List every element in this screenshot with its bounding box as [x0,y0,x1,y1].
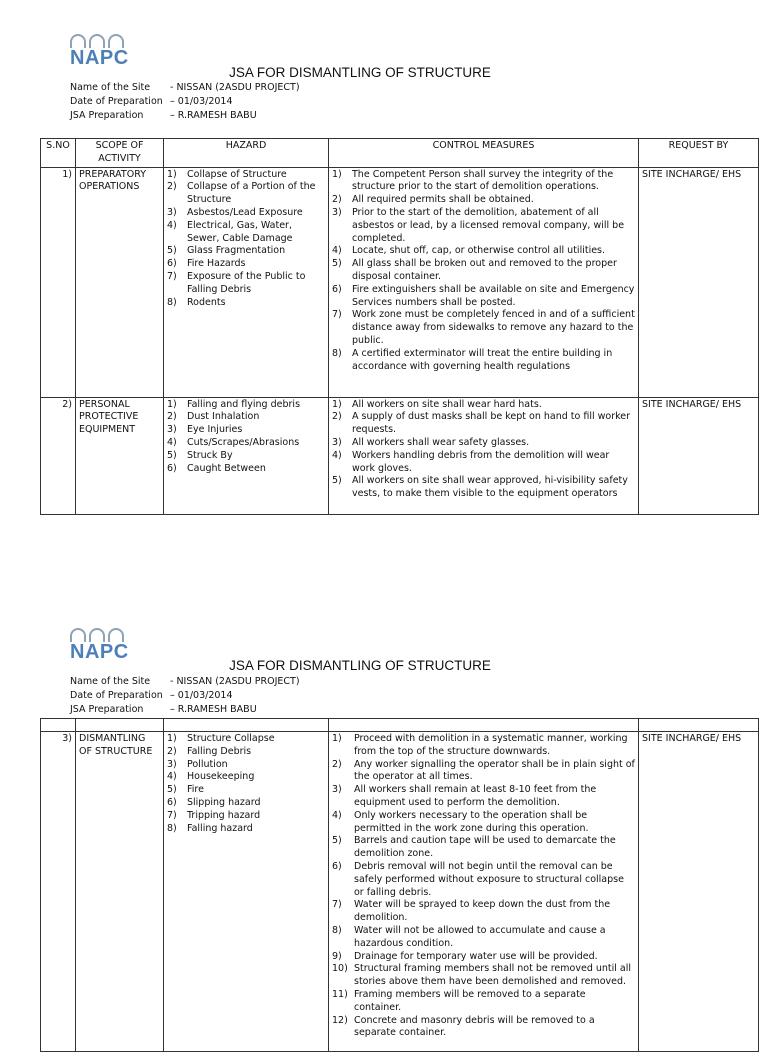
list-item-text: All workers shall wear safety glasses. [352,436,530,448]
list-item-text: Pollution [187,758,228,770]
list-item [167,411,325,424]
list-item-number: 3) [167,424,177,436]
table-row [41,167,759,397]
list-item [167,746,325,759]
row-sno: 3) [41,732,76,1052]
list-item-number: 7) [332,899,342,911]
list-item-text: Collapse of Structure [187,168,287,180]
blank-cell [76,719,164,732]
header-request-by: REQUEST BY [639,139,759,168]
header-scope: SCOPE OF ACTIVITY [76,139,164,168]
row-scope: PERSONAL PROTECTIVE EQUIPMENT [76,397,164,514]
list-item-number: 3) [332,784,342,796]
list-item-text: Debris removal will not begin until the removal can be safely performed without exposure to structural collapse or falling debris. [354,860,624,898]
list-item [167,437,325,450]
list-item-number: 8) [167,296,177,308]
control-list [332,733,635,1040]
list-item-text: Exposure of the Public to Falling Debris [187,270,306,295]
list-item [332,1015,635,1041]
list-item [332,810,635,836]
list-item-text: A supply of dust masks shall be kept on hand to fill worker requests. [352,411,631,436]
list-item-text: Housekeeping [187,771,255,783]
list-item-text: Falling Debris [187,745,252,757]
list-item-text: Fire extinguishers shall be available on site and Emergency Services numbers shall be posted. [352,283,635,308]
list-item [167,297,325,310]
list-item-number: 3) [167,758,177,770]
list-item [167,207,325,220]
list-item-number: 1) [167,398,177,410]
list-item-text: Cuts/Scrapes/Abrasions [187,436,300,448]
row-controls [329,732,639,1052]
list-item-text: Water will not be allowed to accumulate and cause a hazardous condition. [354,924,606,949]
list-item-text: Slipping hazard [187,796,261,808]
list-item-text: Prior to the start of the demolition, abatement of all asbestos or lead, by a licensed removal company, will be completed. [352,206,625,244]
list-item [332,835,635,861]
list-item-text: Struck By [187,449,233,461]
meta-label: Name of the Site [70,82,151,93]
row-request-by: SITE INCHARGE/ EHS [639,167,759,397]
document-meta [70,675,300,717]
document-title: JSA FOR DISMANTLING OF STRUCTURE [229,658,491,673]
list-item [332,925,635,951]
row-hazards [164,732,329,1052]
list-item-text: A certified exterminator will treat the entire building in accordance with governing health regulations [352,347,613,372]
list-item-number: 5) [332,835,342,847]
row-scope: PREPARATORY OPERATIONS [76,167,164,397]
list-item [167,797,325,810]
list-item-number: 1) [332,398,342,410]
list-item-text: Work zone must be completely fenced in and of a sufficient distance away from sidewalks to remove any hazard to the public. [352,309,635,346]
list-item-number: 6) [167,796,177,808]
list-item-number: 6) [332,283,342,295]
list-item-text: Collapse of a Portion of the Structure [187,181,316,206]
list-item-number: 8) [167,822,177,834]
list-item-number: 12) [332,1014,348,1026]
list-item [167,823,325,836]
list-item [332,759,635,785]
list-item [332,258,635,284]
table-header-row [41,139,759,168]
list-item-number: 9) [332,950,342,962]
list-item-number: 6) [332,860,342,872]
list-item [332,733,635,759]
list-item [167,424,325,437]
list-item-text: Concrete and masonry debris will be removed to a separate container. [354,1014,595,1039]
list-item-number: 5) [167,449,177,461]
list-item-number: 10) [332,963,348,975]
table-row [41,397,759,514]
row-sno: 1) [41,167,76,397]
list-item [332,245,635,258]
table-row [41,732,759,1052]
list-item-number: 2) [167,181,177,193]
meta-value: - NISSAN (2ASDU PROJECT) [170,676,300,687]
list-item [332,194,635,207]
list-item-number: 5) [167,245,177,257]
list-item-text: Workers handling debris from the demolition will wear work gloves. [352,449,610,474]
list-item-text: All glass shall be broken out and removed to the proper disposal container. [352,258,617,282]
meta-label: Date of Preparation [70,690,163,701]
list-item-number: 1) [332,733,342,744]
list-item [167,169,325,182]
list-item [332,309,635,347]
list-item-number: 7) [332,309,342,321]
meta-value: - NISSAN (2ASDU PROJECT) [170,82,300,93]
list-item-number: 6) [167,258,177,270]
list-item-number: 3) [167,206,177,218]
list-item-number: 8) [332,347,342,359]
list-item [332,963,635,989]
list-item-text: Falling hazard [187,822,253,834]
list-item [167,258,325,271]
list-item [332,951,635,964]
blank-cell [164,719,329,732]
list-item-number: 5) [332,258,342,270]
list-item-text: Glass Fragmentation [187,245,286,257]
meta-value: – R.RAMESH BABU [170,704,257,715]
row-hazards [164,167,329,397]
list-item-text: The Competent Person shall survey the integrity of the structure prior to the start of demolition operations. [352,168,614,193]
header-hazard: HAZARD [164,139,329,168]
list-item-number: 2) [332,194,342,206]
list-item [332,861,635,899]
list-item [167,271,325,297]
blank-cell [41,719,76,732]
list-item-text: All required permits shall be obtained. [352,194,534,206]
list-item-text: Proceed with demolition in a systematic manner, working from the top of the structure downwards. [354,733,628,757]
header-control-measures: CONTROL MEASURES [329,139,639,168]
meta-value: – 01/03/2014 [170,96,233,107]
list-item-text: Locate, shut off, cap, or otherwise control all utilities. [352,245,606,257]
logo-wordmark: NAPC [70,641,129,663]
list-item [167,771,325,784]
list-item-number: 1) [332,168,342,180]
logo-wordmark: NAPC [70,47,129,69]
list-item-number: 1) [167,168,177,180]
list-item-number: 11) [332,988,348,1000]
meta-label: JSA Preparation [70,704,144,715]
list-item-number: 2) [167,745,177,757]
list-item-text: Falling and flying debris [187,398,301,410]
list-item [167,220,325,246]
list-item-text: Dust Inhalation [187,411,260,423]
list-item-text: All workers on site shall wear hard hats. [352,398,542,410]
list-item [167,463,325,476]
list-item-text: Tripping hazard [187,809,261,821]
list-item-number: 8) [332,924,342,936]
list-item-text: Rodents [187,296,226,308]
list-item-text: Water will be sprayed to keep down the dust from the demolition. [354,899,611,924]
row-scope: DISMANTLING OF STRUCTURE [76,732,164,1052]
list-item-text: Caught Between [187,462,266,474]
list-item [167,245,325,258]
list-item-text: Structure Collapse [187,733,275,744]
list-item [332,399,635,412]
list-item-text: All workers on site shall wear approved, hi-visibility safety vests, to make them visible to the equipment operators [352,475,628,500]
list-item-number: 4) [332,449,342,461]
list-item-number: 3) [332,436,342,448]
list-item-number: 3) [332,206,342,218]
meta-label: Date of Preparation [70,96,163,107]
row-sno: 2) [41,397,76,514]
list-item-text: Eye Injuries [187,424,243,436]
list-item [332,475,635,501]
list-item-text: Fire Hazards [187,258,246,270]
logo-marks [70,30,146,48]
list-item [332,169,635,195]
list-item [167,733,325,746]
list-item [167,450,325,463]
meta-label: JSA Preparation [70,110,144,121]
list-item [332,784,635,810]
list-item [167,399,325,412]
list-item-number: 7) [167,270,177,282]
list-item [332,411,635,437]
list-item-number: 5) [167,784,177,796]
list-item-text: Fire [187,784,204,796]
row-hazards [164,397,329,514]
hazard-list [167,169,325,310]
jsa-table-2 [40,718,759,1052]
header-sno: S.NO [41,139,76,168]
row-request-by: SITE INCHARGE/ EHS [639,732,759,1052]
jsa-table-1 [40,138,759,515]
table-blank-header-row [41,719,759,732]
napc-logo [70,30,146,70]
row-controls [329,397,639,514]
list-item-number: 2) [332,411,342,423]
list-item-number: 2) [167,411,177,423]
list-item [332,899,635,925]
list-item [167,784,325,797]
list-item-text: Only workers necessary to the operation shall be permitted in the work zone during this operation. [354,809,589,834]
document-meta [70,81,300,123]
blank-cell [329,719,639,732]
control-list [332,399,635,501]
list-item-number: 2) [332,758,342,770]
list-item [332,207,635,245]
control-list [332,169,635,374]
list-item [167,759,325,772]
blank-cell [639,719,759,732]
meta-value: – 01/03/2014 [170,690,233,701]
row-request-by: SITE INCHARGE/ EHS [639,397,759,514]
row-controls [329,167,639,397]
list-item-text: Electrical, Gas, Water, Sewer, Cable Damage [187,219,293,244]
meta-label: Name of the Site [70,676,151,687]
list-item-text: Barrels and caution tape will be used to demarcate the demolition zone. [354,835,616,860]
list-item [332,437,635,450]
document-title: JSA FOR DISMANTLING OF STRUCTURE [229,65,491,80]
hazard-list [167,399,325,476]
list-item [167,181,325,207]
list-item-number: 5) [332,475,342,487]
list-item [332,284,635,310]
list-item-number: 4) [332,245,342,257]
list-item-number: 7) [167,809,177,821]
list-item [332,989,635,1015]
list-item-number: 4) [167,771,177,783]
list-item-text: All workers shall remain at least 8-10 feet from the equipment used to perform the demolition. [354,784,597,808]
list-item-number: 4) [167,436,177,448]
list-item [332,348,635,374]
logo-marks [70,624,146,642]
list-item [167,810,325,823]
meta-value: – R.RAMESH BABU [170,110,257,121]
list-item-text: Structural framing members shall not be removed until all stories above them have been demolished and removed. [354,963,632,988]
list-item [332,450,635,476]
list-item-number: 4) [167,219,177,231]
list-item-text: Asbestos/Lead Exposure [187,206,303,218]
list-item-number: 4) [332,809,342,821]
list-item-text: Drainage for temporary water use will be provided. [354,950,598,962]
list-item-text: Any worker signalling the operator shall be in plain sight of the operator at all times. [354,758,635,783]
hazard-list [167,733,325,835]
list-item-number: 1) [167,733,177,744]
list-item-number: 6) [167,462,177,474]
list-item-text: Framing members will be removed to a separate container. [354,988,586,1013]
